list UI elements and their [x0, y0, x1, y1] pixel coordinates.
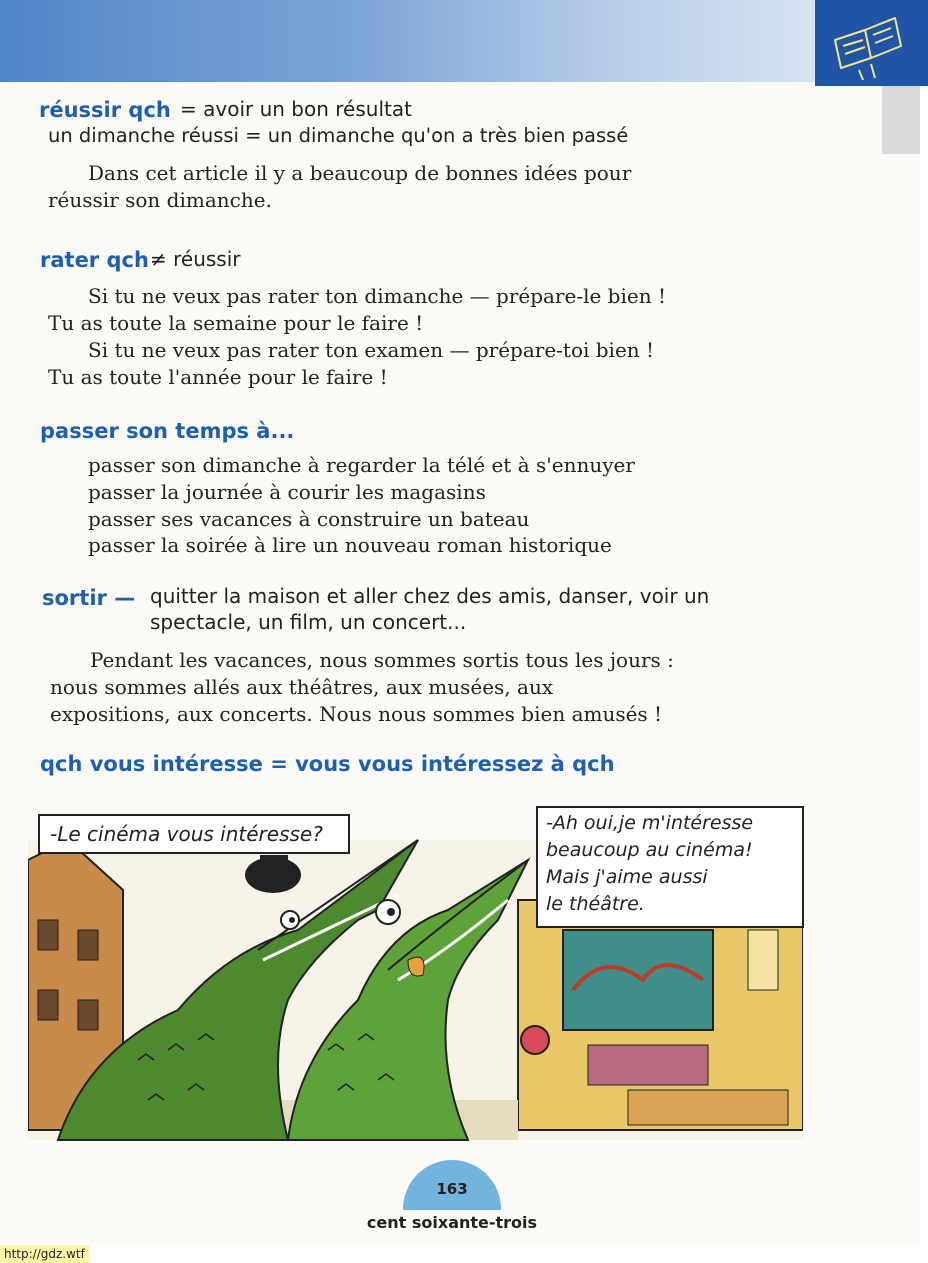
speech-text-answer-l3: Mais j'aime aussi — [546, 866, 708, 888]
book-icon — [815, 0, 928, 86]
heading-interesse: qch vous intéresse = vous vous intéressez à qch — [40, 752, 615, 776]
example-sortir-l3: expositions, aux concerts. Nous nous sommes bien amusés ! — [50, 702, 663, 726]
example-rater-2-l1: Si tu ne veux pas rater ton examen — prépare-toi bien ! — [88, 338, 655, 362]
speech-text-answer-l2: beaucoup au cinéma! — [546, 839, 753, 861]
definition-sortir-l1: quitter la maison et aller chez des amis, danser, voir un — [150, 584, 710, 608]
example-sortir-l1: Pendant les vacances, nous sommes sortis tous les jours : — [90, 648, 674, 672]
heading-rater: rater qch — [40, 248, 149, 272]
header-band — [0, 0, 815, 82]
definition-sortir-l2: spectacle, un film, un concert... — [150, 610, 467, 634]
page-edge — [882, 86, 920, 154]
heading-passer: passer son temps à... — [40, 419, 295, 443]
definition-rater: ≠ réussir — [150, 247, 241, 271]
speech-bubble-question — [38, 814, 350, 854]
example-rater-2-l2: Tu as toute l'année pour le faire ! — [48, 365, 388, 389]
list-item: passer son dimanche à regarder la télé et à s'ennuyer — [88, 453, 635, 477]
heading-reussir: réussir qch — [39, 98, 171, 122]
speech-text-answer-l4: le théâtre. — [546, 893, 645, 915]
page-number: 163 — [436, 1180, 468, 1198]
comic-illustration — [28, 800, 803, 1142]
list-item: passer la soirée à lire un nouveau roman historique — [88, 533, 612, 557]
list-item: passer la journée à courir les magasins — [88, 480, 486, 504]
list-item: passer ses vacances à construire un bateau — [88, 507, 530, 531]
example-sortir-l2: nous sommes allés aux théâtres, aux musées, aux — [50, 675, 554, 699]
heading-sortir: sortir — — [42, 586, 136, 610]
example-rater-1-l1: Si tu ne veux pas rater ton dimanche — prépare-le bien ! — [88, 284, 666, 308]
example-reussir-l1: Dans cet article il y a beaucoup de bonnes idées pour — [88, 161, 632, 185]
speech-text-answer-l1: -Ah oui,je m'intéresse — [546, 812, 754, 834]
speech-text-question: -Le cinéma vous intéresse? — [50, 822, 323, 846]
example-rater-1-l2: Tu as toute la semaine pour le faire ! — [48, 311, 424, 335]
source-watermark[interactable]: http://gdz.wtf — [0, 1245, 89, 1263]
definition-reussir-line2: un dimanche réussi = un dimanche qu'on a très bien passé — [48, 124, 629, 147]
corner-emblem — [815, 0, 928, 86]
example-reussir-l2: réussir son dimanche. — [48, 188, 272, 212]
definition-reussir: = avoir un bon résultat — [180, 97, 412, 121]
page-number-words: cent soixante-trois — [366, 1213, 538, 1232]
page-number-tab — [403, 1160, 501, 1210]
speech-bubble-answer — [536, 806, 804, 928]
